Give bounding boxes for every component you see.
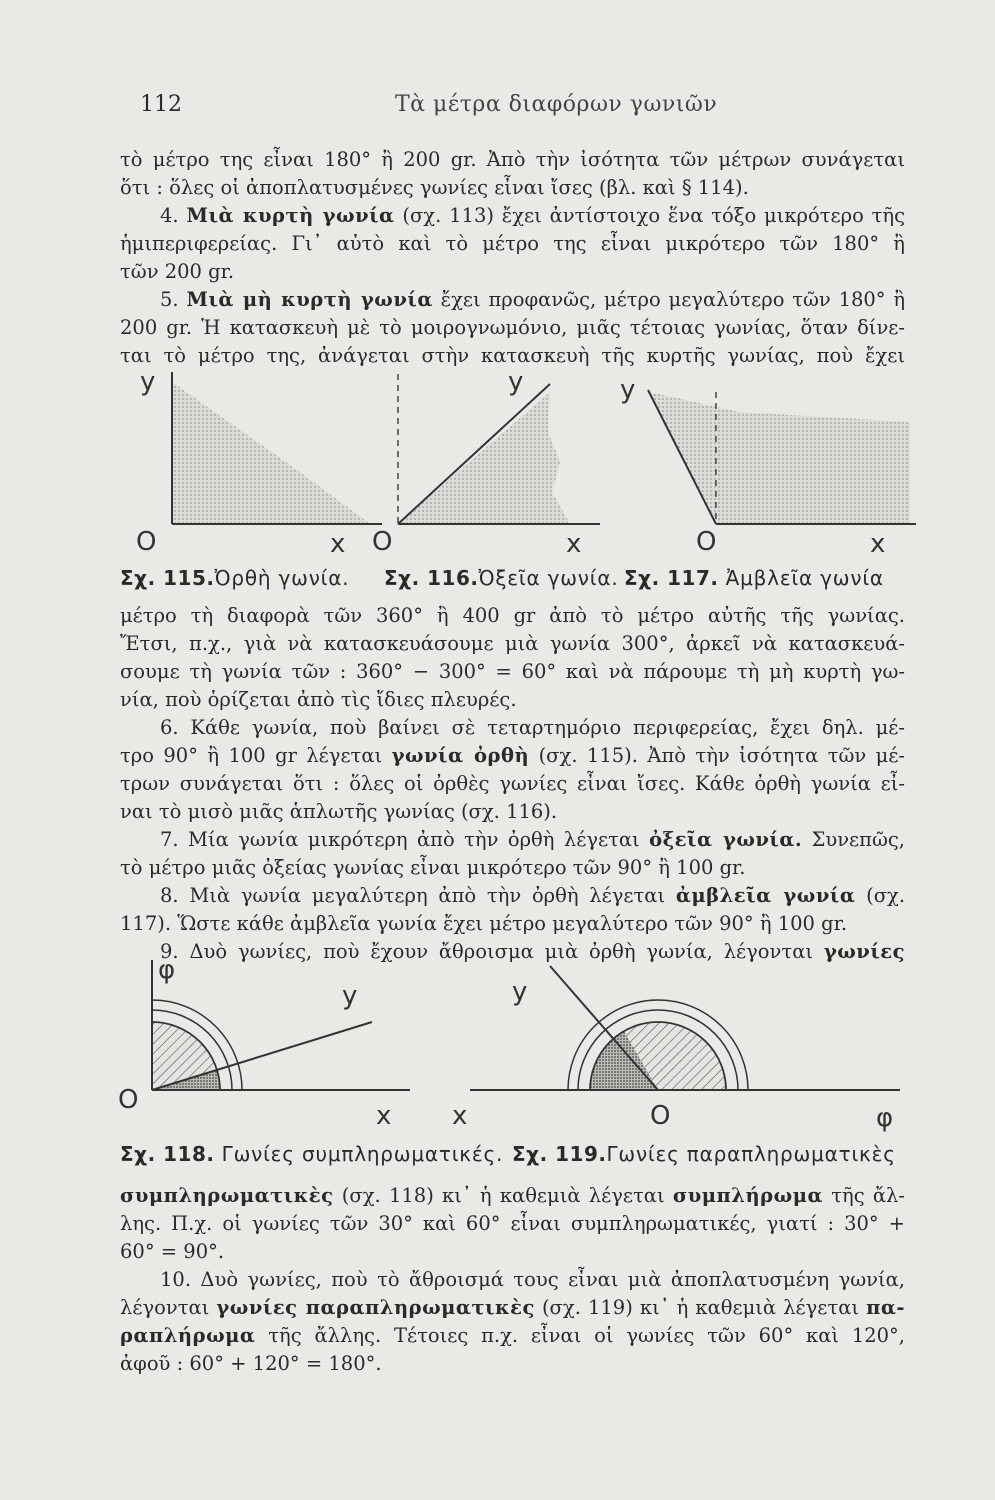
text-line: 60° = 90°.	[120, 1240, 225, 1263]
label-x-117: x	[870, 529, 886, 559]
text-block-middle	[120, 602, 905, 966]
label-y-116: y	[508, 367, 524, 397]
text-line: συμπληρωματικὲς (σχ. 118) κι᾽ ἡ καθεμιὰ λέγεται συμπλήρωμα τῆς ἄλ-	[120, 1184, 906, 1207]
figures-115-117-svg	[130, 362, 920, 562]
paragraph-10: 10. Δυὸ γωνίες, ποὺ τὸ ἄθροισμά τους εἶναι μιὰ ἀποπλατυσμένη γωνία,	[160, 1268, 905, 1291]
caption-fig-116: Σχ. 116.Ὀξεῖα γωνία.	[384, 566, 619, 590]
text-line: 200 gr. Ἡ κατασκευὴ μὲ τὸ μοιρογνωμόνιο, μιᾶς τέτοιας γωνίας, ὅταν δίνε-	[120, 316, 905, 339]
text-line: τῶν 200 gr.	[120, 260, 235, 283]
paragraph-7: 7. Μία γωνία μικρότερη ἀπὸ τὴν ὀρθὴ λέγεται ὀξεῖα γωνία. Συνεπῶς,	[160, 828, 905, 851]
term-supplement-start: πα-	[866, 1296, 905, 1319]
text-block-top	[120, 146, 905, 370]
shaded-region-117	[650, 392, 910, 524]
term-complementary: συμπληρωματικὲς	[120, 1184, 334, 1207]
term-angles: γωνίες	[823, 940, 905, 963]
text-line: ναι τὸ μισὸ μιᾶς ἁπλωτῆς γωνίας (σχ. 116).	[120, 800, 558, 823]
shaded-region-116	[398, 392, 570, 524]
label-x-118: x	[376, 1101, 392, 1131]
text-line: ται τὸ μέτρο της, ἀνάγεται στὴν κατασκευὴ τῆς κυρτῆς γωνίας, ποὺ ἔχει	[120, 344, 905, 367]
term-obtuse-angle: ἀμβλεῖα γωνία	[675, 884, 856, 907]
term-complement: συμπλήρωμα	[672, 1184, 823, 1207]
paragraph-5: 5. Μιὰ μὴ κυρτὴ γωνία ἔχει προφανῶς, μέτρο μεγαλύτερο τῶν 180° ἢ	[160, 288, 906, 311]
label-phi-119: φ	[876, 1103, 894, 1133]
paragraph-4: 4. Μιὰ κυρτὴ γωνία (σχ. 113) ἔχει ἀντίστοιχο ἕνα τόξο μικρότερο τῆς	[160, 204, 906, 227]
label-y-119: y	[512, 977, 528, 1007]
text-line: ὅτι : ὅλες οἱ ἀποπλατυσμένες γωνίες εἶναι ἴσες (βλ. καὶ § 114).	[120, 176, 749, 199]
text-line: 117). Ὥστε κάθε ἀμβλεῖα γωνία ἔχει μέτρο μεγαλύτερο τῶν 90° ἢ 100 gr.	[120, 912, 848, 935]
label-origin-118: O	[118, 1085, 139, 1115]
paragraph-9: 9. Δυὸ γωνίες, ποὺ ἔχουν ἄθροισμα μιὰ ὀρθὴ γωνία, λέγονται γωνίες	[160, 940, 905, 963]
label-x-116: x	[566, 529, 582, 559]
text-line: τὸ μέτρο της εἶναι 180° ἢ 200 gr. Ἀπὸ τὴν ἰσότητα τῶν μέτρων συνάγεται	[120, 148, 905, 171]
text-line: λέγονται γωνίες παραπληρωματικὲς (σχ. 119) κι᾽ ἡ καθεμιὰ λέγεται πα-	[120, 1296, 905, 1319]
term-supplementary: γωνίες παραπληρωματικὲς	[216, 1296, 535, 1319]
label-y-115: y	[140, 367, 156, 397]
paragraph-6: 6. Κάθε γωνία, ποὺ βαίνει σὲ τεταρτημόριο περιφερείας, ἔχει δηλ. μέ-	[160, 716, 905, 739]
figures-118-119	[110, 948, 910, 1142]
term-supplement-end: ραπλήρωμα	[120, 1324, 256, 1347]
label-x-115: x	[330, 529, 346, 559]
paragraph-8: 8. Μιὰ γωνία μεγαλύτερη ἀπὸ τὴν ὀρθὴ λέγεται ἀμβλεῖα γωνία (σχ.	[160, 884, 906, 907]
term-acute-angle: ὀξεῖα γωνία.	[649, 828, 803, 851]
text-line: μέτρο τὴ διαφορὰ τῶν 360° ἢ 400 gr ἀπὸ τὸ μέτρο αὐτῆς τῆς γωνίας.	[120, 604, 905, 627]
caption-fig-118: Σχ. 118. Γωνίες συμπληρωματικές.	[120, 1142, 504, 1166]
text-line: νία, ποὺ ὁρίζεται ἀπὸ τὶς ἴδιες πλευρές.	[120, 688, 517, 711]
text-line: τὸ μέτρο μιᾶς ὀξείας γωνίας εἶναι μικρότερο τῶν 90° ἢ 100 gr.	[120, 856, 746, 879]
label-y-117: y	[620, 375, 636, 405]
text-line: τρων συνάγεται ὅτι : ὅλες οἱ ὀρθὲς γωνίες εἶναι ἴσες. Κάθε ὀρθὴ γωνία εἶ-	[120, 772, 905, 795]
label-x-119: x	[452, 1101, 468, 1131]
caption-fig-119: Σχ. 119.Γωνίες παραπληρωματικὲς	[512, 1142, 896, 1166]
text-line: ἡμιπεριφερείας. Γι᾽ αὐτὸ καὶ τὸ μέτρο της εἶναι μικρότερο τῶν 180° ἢ	[120, 232, 905, 255]
label-origin-117: O	[696, 527, 717, 557]
text-block-bottom	[120, 1182, 905, 1378]
label-y-118: y	[342, 981, 358, 1011]
text-line: Ἔτσι, π.χ., γιὰ νὰ κατασκευάσουμε μιὰ γωνία 300°, ἀρκεῖ νὰ κατασκευά-	[120, 632, 905, 655]
text-line: ραπλήρωμα τῆς ἄλλης. Τέτοιες π.χ. εἶναι οἱ γωνίες τῶν 60° καὶ 120°,	[120, 1324, 905, 1347]
label-origin-115: O	[136, 527, 157, 557]
page-number: 112	[140, 92, 182, 117]
term-right-angle: γωνία ὀρθὴ	[391, 744, 530, 767]
text-line: ἀφοῦ : 60° + 120° = 180°.	[120, 1352, 382, 1375]
text-line: τρο 90° ἢ 100 gr λέγεται γωνία ὀρθὴ (σχ. 115). Ἀπὸ τὴν ἰσότητα τῶν μέ-	[120, 744, 906, 767]
label-phi-118: φ	[158, 955, 176, 985]
label-origin-119: O	[650, 1101, 671, 1131]
figures-115-117	[130, 362, 920, 566]
term-nonconvex-angle: Μιὰ μὴ κυρτὴ γωνία	[186, 288, 433, 311]
term-convex-angle: Μιὰ κυρτὴ γωνία	[186, 204, 395, 227]
text-line: λης. Π.χ. οἱ γωνίες τῶν 30° καὶ 60° εἶναι συμπληρωματικές, γιατί : 30° +	[120, 1212, 905, 1235]
text-line: σουμε τὴ γωνία τῶν : 360° − 300° = 60° καὶ νὰ πάρουμε τὴ μὴ κυρτὴ γω-	[120, 660, 905, 683]
caption-fig-117: Σχ. 117. Ἀμβλεῖα γωνία	[624, 566, 884, 590]
figures-118-119-svg	[110, 948, 910, 1138]
shaded-region-115	[172, 382, 370, 524]
caption-fig-115: Σχ. 115.Ὀρθὴ γωνία.	[120, 566, 350, 590]
running-title: Τὰ μέτρα διαφόρων γωνιῶν	[395, 92, 718, 117]
label-origin-116: O	[372, 527, 393, 557]
